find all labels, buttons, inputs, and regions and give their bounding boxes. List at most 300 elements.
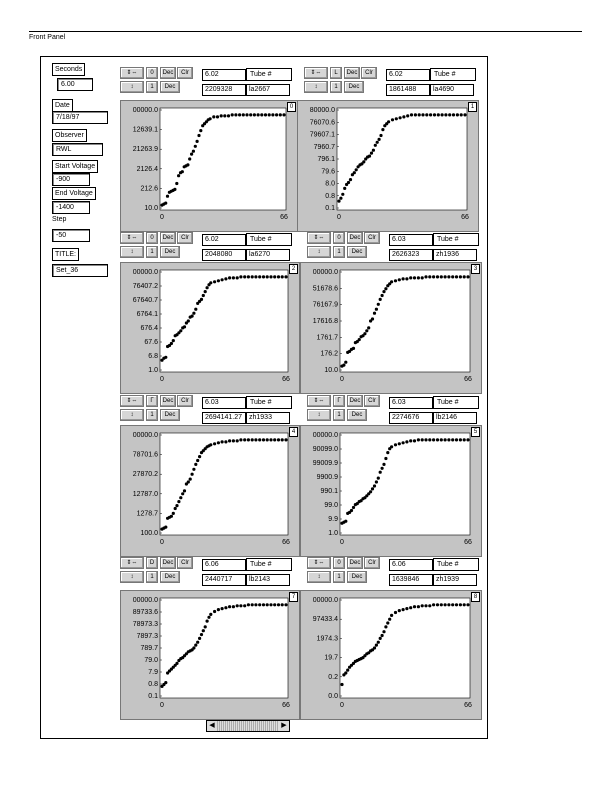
y-tick-label: 990.1 — [320, 488, 338, 495]
data-point — [382, 290, 385, 293]
data-point — [441, 113, 444, 116]
data-point — [245, 113, 248, 116]
data-point — [447, 438, 450, 441]
data-point — [239, 275, 242, 278]
data-point — [463, 438, 466, 441]
zoom-tool-icon[interactable]: ↕ — [120, 81, 144, 93]
rate-field[interactable]: 6.06 — [389, 559, 433, 571]
data-point — [402, 608, 405, 611]
rate-field[interactable]: 6.02 — [202, 234, 246, 246]
count-field[interactable]: 2048080 — [202, 249, 246, 261]
toolbar-button[interactable]: 1 — [146, 81, 158, 93]
data-point — [172, 339, 175, 342]
data-point — [232, 605, 235, 608]
data-point — [175, 504, 178, 507]
tube-field[interactable]: lb2143 — [246, 574, 290, 586]
data-point — [236, 439, 239, 442]
count-field[interactable]: 2626323 — [389, 249, 433, 261]
step-input[interactable]: -50 — [52, 229, 90, 242]
toolbar-button[interactable]: 1 — [146, 409, 158, 421]
data-point — [463, 275, 466, 278]
data-point — [459, 603, 462, 606]
data-point — [344, 361, 347, 364]
scatter-plot — [300, 590, 480, 718]
y-tick-label: 00000.0 — [132, 107, 158, 114]
data-point — [405, 277, 408, 280]
data-point — [463, 113, 466, 116]
data-point — [239, 438, 242, 441]
x-tick-label: 0 — [160, 376, 164, 383]
scroll-left-icon[interactable]: ◀ — [207, 721, 217, 731]
tube-field[interactable]: la6270 — [246, 249, 290, 261]
data-point — [243, 275, 246, 278]
step-label: Step — [52, 216, 67, 223]
data-point — [424, 604, 427, 607]
data-point — [284, 603, 287, 606]
y-tick-label: 789.7 — [140, 645, 158, 652]
y-tick-label: 17616.8 — [312, 318, 338, 325]
data-point — [459, 275, 462, 278]
data-point — [344, 520, 347, 523]
data-point — [391, 118, 394, 121]
data-point — [447, 603, 450, 606]
data-point — [409, 606, 412, 609]
data-point — [199, 129, 202, 132]
observer-input[interactable]: RWL — [52, 143, 103, 156]
y-tick-label: 90099.0 — [312, 446, 338, 453]
data-point — [466, 438, 469, 441]
data-point — [247, 603, 250, 606]
data-point — [421, 113, 424, 116]
toolbar-button[interactable]: Clr — [177, 557, 193, 569]
y-tick-label: 212.6 — [140, 185, 158, 193]
data-point — [191, 473, 194, 476]
plot-tool-icon[interactable]: ⇕⇔ — [120, 395, 144, 407]
plot-tool-icon[interactable]: ⇕⇔ — [120, 67, 144, 79]
data-point — [451, 603, 454, 606]
data-point — [440, 275, 443, 278]
data-point — [433, 113, 436, 116]
tube-field[interactable]: lb2146 — [433, 412, 477, 424]
data-point — [186, 163, 189, 166]
data-point — [177, 500, 180, 503]
data-point — [254, 275, 257, 278]
title-label: TITLE: — [52, 248, 79, 261]
data-point — [164, 202, 167, 205]
data-point — [432, 603, 435, 606]
data-point — [373, 312, 376, 315]
data-point — [238, 113, 241, 116]
x-tick-label: 0 — [160, 539, 164, 546]
data-point — [217, 608, 220, 611]
horizontal-scrollbar[interactable] — [206, 720, 290, 732]
plot-tool-icon[interactable]: ⇕⇔ — [120, 557, 144, 569]
data-point — [436, 603, 439, 606]
data-point — [342, 364, 345, 367]
data-point — [284, 438, 287, 441]
y-tick-label: 78973.3 — [132, 621, 158, 628]
data-point — [213, 610, 216, 613]
data-point — [352, 506, 355, 509]
x-tick-label: 66 — [461, 214, 469, 221]
data-point — [402, 277, 405, 280]
y-tick-label: 79607.1 — [309, 131, 335, 139]
data-point — [395, 117, 398, 120]
data-point — [459, 438, 462, 441]
toolbar-button[interactable]: 1 — [333, 246, 345, 258]
toolbar-button[interactable]: Clr — [364, 232, 380, 244]
y-tick-label: 0.1 — [325, 205, 335, 212]
data-point — [179, 496, 182, 499]
data-point — [279, 113, 282, 116]
y-tick-label: 8.0 — [325, 180, 335, 188]
count-field[interactable]: 2440717 — [202, 574, 246, 586]
data-point — [262, 603, 265, 606]
data-point — [455, 603, 458, 606]
data-point — [436, 275, 439, 278]
toolbar-button[interactable]: Dec — [160, 395, 176, 407]
toolbar-button[interactable]: Clr — [361, 67, 377, 79]
y-tick-label: 6764.1 — [136, 311, 158, 318]
y-tick-label: 97433.4 — [312, 616, 338, 624]
scroll-right-icon[interactable]: ▶ — [279, 721, 289, 731]
rate-field[interactable]: 6.03 — [389, 397, 433, 409]
graph-index: 4 — [289, 427, 298, 437]
data-point — [377, 641, 380, 644]
data-point — [273, 438, 276, 441]
data-point — [440, 438, 443, 441]
toolbar-button[interactable]: Clr — [177, 67, 193, 79]
tube-field[interactable]: zh1936 — [433, 249, 477, 261]
count-field[interactable]: 2209328 — [202, 84, 246, 96]
plot-tool-icon[interactable]: ⇕⇔ — [307, 232, 331, 244]
title-input[interactable]: Set_36 — [52, 264, 108, 277]
toolbar-button[interactable]: Clr — [177, 232, 193, 244]
data-point — [275, 113, 278, 116]
data-point — [236, 276, 239, 279]
data-point — [196, 140, 199, 143]
data-point — [269, 603, 272, 606]
data-point — [231, 113, 234, 116]
y-tick-label: 89733.6 — [132, 609, 158, 616]
data-point — [375, 308, 378, 311]
data-point — [177, 174, 180, 177]
zoom-tool-icon[interactable]: ↕ — [304, 81, 328, 93]
data-point — [170, 342, 173, 345]
data-point — [247, 438, 250, 441]
data-point — [405, 607, 408, 610]
data-point — [341, 193, 344, 196]
data-point — [365, 329, 368, 332]
data-point — [209, 117, 212, 120]
data-point — [386, 621, 389, 624]
data-point — [269, 438, 272, 441]
data-point — [463, 603, 466, 606]
rate-field[interactable]: 6.03 — [389, 234, 433, 246]
data-point — [188, 157, 191, 160]
y-tick-label: 27870.2 — [132, 471, 158, 479]
toolbar-button[interactable]: Clr — [364, 395, 380, 407]
plot-area — [160, 270, 288, 372]
data-point — [170, 515, 173, 518]
toolbar-button[interactable]: 0 — [333, 232, 345, 244]
tube-label: Tube # — [433, 396, 479, 409]
toolbar-button[interactable]: Clr — [364, 557, 380, 569]
data-point — [251, 275, 254, 278]
data-point — [228, 605, 231, 608]
data-point — [192, 312, 195, 315]
data-point — [387, 120, 390, 123]
x-tick-label: 66 — [464, 702, 472, 709]
data-point — [375, 644, 378, 647]
y-tick-label: 2126.4 — [136, 165, 158, 173]
y-tick-label: 76070.6 — [309, 119, 335, 127]
toolbar-button[interactable]: Dec — [160, 232, 176, 244]
data-point — [254, 438, 257, 441]
data-point — [460, 113, 463, 116]
toolbar-button[interactable]: 1 — [330, 81, 342, 93]
y-tick-label: 7960.7 — [313, 143, 335, 151]
data-point — [196, 459, 199, 462]
plot-tool-icon[interactable]: ⇕⇔ — [307, 395, 331, 407]
observer-label: Observer — [52, 129, 87, 142]
zoom-tool-icon[interactable]: ↕ — [120, 571, 144, 583]
data-point — [358, 338, 361, 341]
date-input[interactable]: 7/18/97 — [52, 111, 108, 124]
y-tick-label: 100.0 — [140, 530, 158, 537]
tube-label: Tube # — [430, 68, 476, 81]
y-tick-label: 79.0 — [144, 657, 158, 664]
toolbar-button[interactable]: Dec — [160, 81, 180, 93]
data-point — [175, 662, 178, 665]
data-point — [386, 451, 389, 454]
tube-field[interactable]: la4690 — [430, 84, 474, 96]
data-point — [223, 114, 226, 117]
toolbar-button[interactable]: Dec — [344, 81, 364, 93]
zoom-tool-icon[interactable]: ↕ — [307, 571, 331, 583]
data-point — [432, 275, 435, 278]
start-voltage-input[interactable]: -900 — [52, 173, 90, 186]
data-point — [444, 438, 447, 441]
end-voltage-label: End Voltage — [52, 187, 96, 200]
y-tick-label: 67.6 — [144, 339, 158, 346]
seconds-label: Seconds — [52, 63, 85, 76]
toolbar-button[interactable]: Γ — [146, 395, 158, 407]
count-field[interactable]: 2694141.27 — [202, 412, 246, 424]
count-field[interactable]: 1639846 — [389, 574, 433, 586]
y-tick-label: 0.2 — [328, 673, 338, 681]
data-point — [451, 438, 454, 441]
tube-label: Tube # — [246, 396, 292, 409]
data-point — [247, 275, 250, 278]
toolbar-button[interactable]: Γ — [333, 395, 345, 407]
y-tick-label: 1761.7 — [316, 334, 338, 342]
data-point — [384, 457, 387, 460]
data-point — [220, 114, 223, 117]
zoom-tool-icon[interactable]: ↕ — [307, 409, 331, 421]
data-point — [264, 113, 267, 116]
toolbar-button[interactable]: D — [146, 557, 158, 569]
toolbar-button[interactable]: 0 — [333, 557, 345, 569]
data-point — [394, 279, 397, 282]
toolbar-button[interactable]: L — [330, 67, 342, 79]
count-field[interactable]: 2274676 — [389, 412, 433, 424]
data-point — [377, 303, 380, 306]
data-point — [398, 442, 401, 445]
data-point — [258, 275, 261, 278]
data-point — [413, 276, 416, 279]
data-point — [192, 646, 195, 649]
data-point — [213, 442, 216, 445]
data-point — [466, 275, 469, 278]
y-tick-label: 9900.9 — [316, 474, 338, 481]
seconds-input[interactable]: 6.00 — [57, 78, 93, 91]
toolbar-button[interactable]: 1 — [146, 246, 158, 258]
toolbar-button[interactable]: Dec — [344, 67, 360, 79]
y-tick-label: 10.0 — [324, 367, 338, 374]
data-point — [202, 294, 205, 297]
data-point — [198, 637, 201, 640]
data-point — [183, 489, 186, 492]
end-voltage-input[interactable]: -1400 — [52, 201, 90, 214]
y-tick-label: 99009.9 — [312, 460, 338, 467]
toolbar-button[interactable]: 1 — [333, 571, 345, 583]
data-point — [379, 134, 382, 137]
data-point — [242, 113, 245, 116]
data-point — [228, 439, 231, 442]
tube-label: Tube # — [433, 233, 479, 246]
data-point — [174, 507, 177, 510]
y-tick-label: 1.0 — [328, 530, 338, 537]
toolbar-button[interactable]: Dec — [347, 409, 367, 421]
data-point — [172, 512, 175, 515]
data-point — [243, 604, 246, 607]
data-point — [253, 113, 256, 116]
data-point — [164, 681, 167, 684]
data-point — [375, 480, 378, 483]
data-point — [339, 197, 342, 200]
data-point — [277, 603, 280, 606]
data-point — [428, 604, 431, 607]
data-point — [414, 113, 417, 116]
data-point — [282, 113, 285, 116]
toolbar-button[interactable]: Dec — [347, 557, 363, 569]
plot-area — [160, 108, 286, 210]
data-point — [424, 275, 427, 278]
zoom-tool-icon[interactable]: ↕ — [307, 246, 331, 258]
rate-field[interactable]: 6.02 — [386, 69, 430, 81]
tube-field[interactable]: zh1933 — [246, 412, 290, 424]
toolbar-button[interactable]: 0 — [146, 67, 158, 79]
scatter-plot — [300, 262, 480, 392]
rate-field[interactable]: 6.03 — [202, 397, 246, 409]
zoom-tool-icon[interactable]: ↕ — [120, 409, 144, 421]
count-field[interactable]: 1861488 — [386, 84, 430, 96]
plot-tool-icon[interactable]: ⇕⇔ — [307, 557, 331, 569]
data-point — [355, 168, 358, 171]
x-tick-label: 66 — [464, 376, 472, 383]
data-point — [251, 603, 254, 606]
data-point — [227, 114, 230, 117]
data-point — [194, 308, 197, 311]
data-point — [266, 275, 269, 278]
toolbar-button[interactable]: Dec — [160, 246, 180, 258]
data-point — [181, 492, 184, 495]
y-tick-label: 21263.9 — [132, 146, 158, 154]
data-point — [217, 279, 220, 282]
scatter-plot — [120, 100, 296, 230]
data-point — [249, 113, 252, 116]
data-point — [418, 113, 421, 116]
toolbar-button[interactable]: 0 — [146, 232, 158, 244]
data-point — [204, 625, 207, 628]
data-point — [224, 606, 227, 609]
data-point — [197, 134, 200, 137]
data-point — [388, 618, 391, 621]
data-point — [269, 275, 272, 278]
scatter-plot — [300, 425, 480, 555]
data-point — [432, 438, 435, 441]
data-point — [421, 276, 424, 279]
data-point — [379, 637, 382, 640]
data-point — [444, 113, 447, 116]
zoom-tool-icon[interactable]: ↕ — [120, 246, 144, 258]
data-point — [424, 438, 427, 441]
data-point — [281, 275, 284, 278]
data-point — [221, 278, 224, 281]
y-tick-label: 0.0 — [328, 693, 338, 700]
tube-field[interactable]: zh1939 — [433, 574, 477, 586]
data-point — [183, 325, 186, 328]
x-tick-label: 0 — [340, 539, 344, 546]
data-point — [346, 669, 349, 672]
y-tick-label: 67640.7 — [132, 297, 158, 304]
data-point — [232, 276, 235, 279]
scatter-plot — [120, 425, 298, 555]
toolbar-button[interactable]: 1 — [146, 571, 158, 583]
toolbar-button[interactable]: Dec — [160, 409, 180, 421]
toolbar-button[interactable]: Dec — [347, 571, 367, 583]
graph-index: 2 — [289, 264, 298, 274]
data-point — [340, 683, 343, 686]
data-point — [234, 113, 237, 116]
x-tick-label: 0 — [160, 214, 164, 221]
data-point — [194, 463, 197, 466]
y-tick-label: 12639.1 — [132, 126, 158, 134]
plot-tool-icon[interactable]: ⇕⇔ — [304, 67, 328, 79]
data-point — [262, 438, 265, 441]
toolbar-button[interactable]: Clr — [177, 395, 193, 407]
tube-field[interactable]: la2667 — [246, 84, 290, 96]
rate-field[interactable]: 6.06 — [202, 559, 246, 571]
data-point — [372, 149, 375, 152]
y-tick-label: 19.7 — [324, 654, 338, 662]
plot-tool-icon[interactable]: ⇕⇔ — [120, 232, 144, 244]
toolbar-button[interactable]: Dec — [347, 232, 363, 244]
toolbar-button[interactable]: Dec — [347, 395, 363, 407]
data-point — [236, 604, 239, 607]
toolbar-button[interactable]: Dec — [160, 557, 176, 569]
toolbar-button[interactable]: 1 — [333, 409, 345, 421]
toolbar-button[interactable]: Dec — [347, 246, 367, 258]
data-point — [281, 603, 284, 606]
toolbar-button[interactable]: Dec — [160, 67, 176, 79]
y-tick-label: 80000.0 — [309, 107, 335, 114]
data-point — [410, 113, 413, 116]
rate-field[interactable]: 6.02 — [202, 69, 246, 81]
toolbar-button[interactable]: Dec — [160, 571, 180, 583]
y-tick-label: 1.0 — [148, 367, 158, 374]
